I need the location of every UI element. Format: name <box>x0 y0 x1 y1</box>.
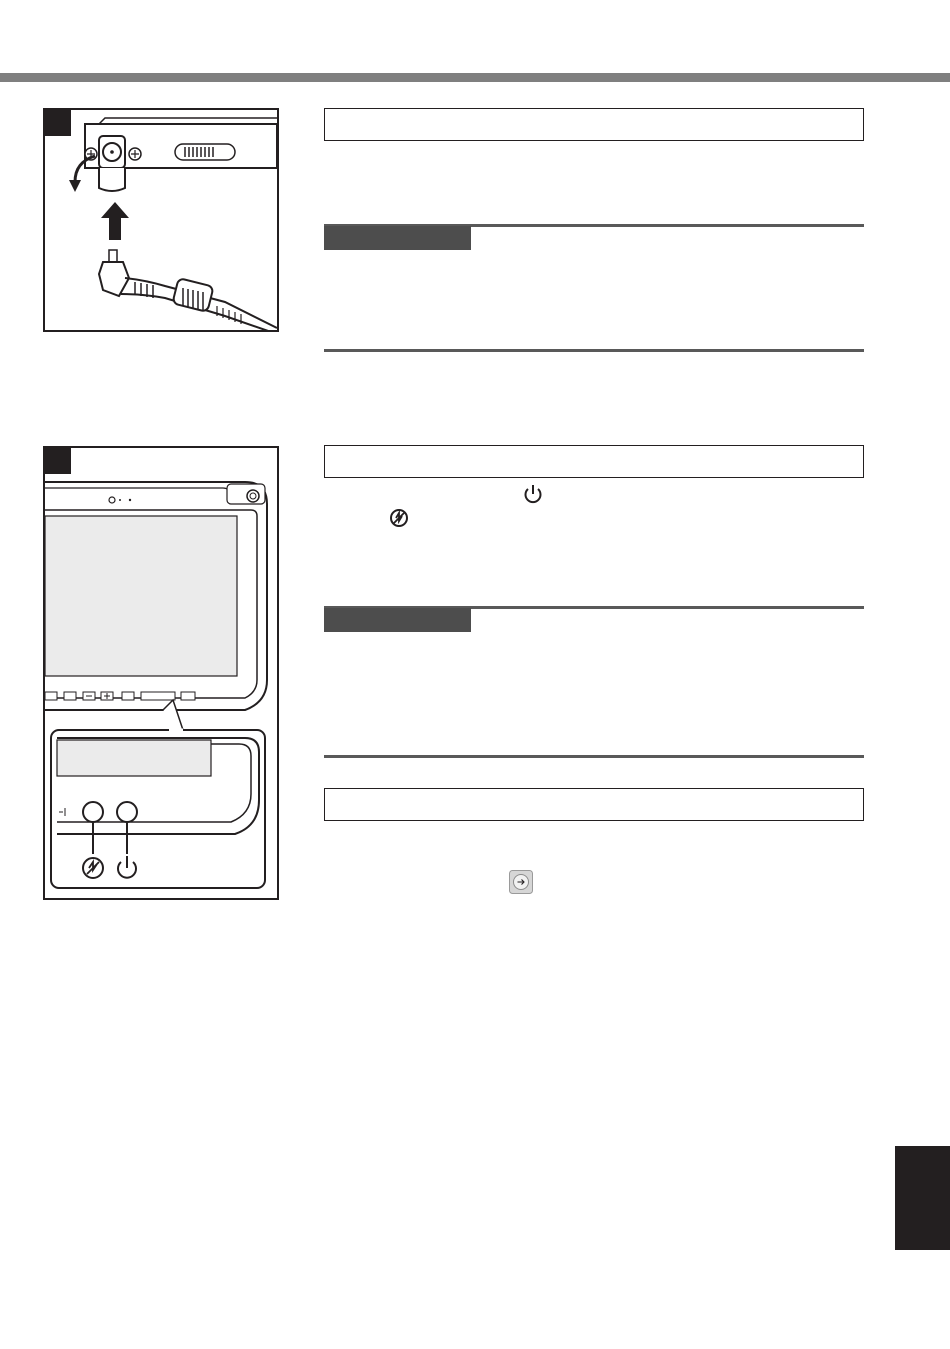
screw-icon <box>129 148 141 160</box>
ac-plug-icon <box>99 250 277 330</box>
step-2-heading-box <box>324 445 864 478</box>
dc-in-jack-icon <box>99 136 125 168</box>
note-label-tab <box>324 608 471 632</box>
note-bottom-rule <box>324 349 864 352</box>
chapter-side-tab <box>895 1146 950 1250</box>
circle-arrow-button-icon <box>509 870 533 894</box>
header-bar <box>0 73 950 82</box>
note-label-tab <box>324 226 471 250</box>
battery-status-symbol-icon <box>389 508 409 528</box>
step-3-heading-box <box>324 788 864 821</box>
ac-adapter-connection-figure <box>43 108 279 332</box>
insert-arrow-icon <box>101 202 129 240</box>
power-symbol-icon <box>523 483 543 505</box>
ac-adapter-illustration <box>45 110 277 330</box>
tablet-illustration <box>45 448 277 898</box>
note-bottom-rule <box>324 755 864 758</box>
step-1-heading-box <box>324 108 864 141</box>
tablet-front-figure <box>43 446 279 900</box>
